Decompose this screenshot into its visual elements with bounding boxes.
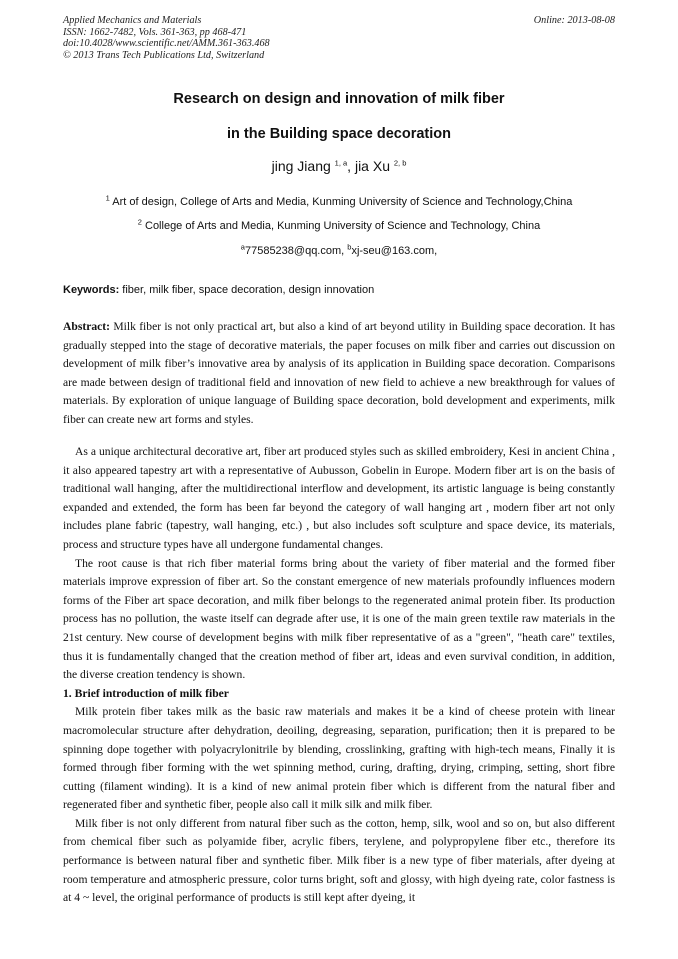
affiliation-2-text: College of Arts and Media, Kunming University of Science and Technology, China <box>145 220 541 232</box>
affiliation-2-number: 2 <box>137 217 142 227</box>
affiliation-1-text: Art of design, College of Arts and Media, Kunming University of Science and Technology,China <box>112 196 573 208</box>
paragraph-4: Milk fiber is not only different from natural fiber such as the cotton, hemp, silk, wool and so on, but also different from chemical fiber such as polyamide fiber, acrylic fibers, terylene, and polypropylene fiber etc., therefore its performance is between natural fiber and synthetic fiber. Milk fiber is a new type of fiber materials, after dyeing at room temperature and atmospheric pressure, color turns bright, soft and glossy, with high dyeing rate, color fastness is at 4 ~ level, the original performance of products is still kept after dyeing, it <box>63 816 615 905</box>
email-b[interactable]: xj-seu@163.com, <box>351 245 438 257</box>
paragraph-1: As a unique architectural decorative art, fiber art produced styles such as skilled embroidery, Kesi in ancient China , it also appeared tapestry art with a representative of Aubusson, Gobelin in Europe. Modern fiber art is on the basis of traditional wall hanging, after the multidirectional interflow and development, its artistic language is being constantly expanded and extended, the form has been far beyond the category of wall hanging art , modern fiber art not only includes plane fabric (tapestry, wall hanging, etc.) , but also includes soft sculpture and space device, its materials, process and structure types have all undergone fundamental changes. <box>63 445 615 551</box>
author-list <box>0 158 678 174</box>
abstract <box>63 318 615 430</box>
paragraph-3: Milk protein fiber takes milk as the basic raw materials and makes it be a kind of cheese protein with linear macromolecular structure after dehydration, deoiling, degreasing, separation, purification; then it is prepared to be spinning dope together with polyacrylonitrile by blending, crosslinking, grafting with high-tech means, Finally it is formed through fiber forming with the wet spinning method, curing, drafting, drying, crimping, setting, short fibre cutting (filament winding). It is a kind of new animal protein fiber which is different from the natural fiber and regenerated fiber and synthetic fiber, people also call it milk silk and milk fiber. <box>63 705 615 812</box>
email-a[interactable]: 77585238@qq.com, <box>244 245 348 257</box>
issn-line: ISSN: 1662-7482, Vols. 361-363, pp 468-471 <box>63 26 247 38</box>
paper-title-line-2: in the Building space decoration <box>227 126 451 142</box>
affiliation-1-number: 1 <box>105 193 110 203</box>
body-text <box>63 443 615 908</box>
doi-line: doi:10.4028/www.scientific.net/AMM.361-363.468 <box>63 38 270 50</box>
online-date: Online: 2013-08-08 <box>533 15 615 26</box>
author-1-name: jing Jiang <box>271 158 331 174</box>
affiliation-2 <box>0 217 678 232</box>
keywords <box>63 284 374 296</box>
email-a-mark: a <box>240 242 245 252</box>
copyright-line: © 2013 Trans Tech Publications Ltd, Switzerland <box>63 49 265 61</box>
author-separator: , <box>347 158 355 174</box>
journal-name: Applied Mechanics and Materials <box>63 15 202 26</box>
author-1-affiliation-mark: 1, a <box>334 158 348 168</box>
paper-title-line-1: Research on design and innovation of milk fiber <box>173 91 505 107</box>
email-b-mark: b <box>347 242 352 252</box>
paragraph-2: The root cause is that rich fiber material forms bring about the variety of fiber material and the formed fiber materials improve expression of fiber art. So the constant emergence of new materials profoundly influences modern forms of the Fiber art space decoration, and milk fiber belongs to the regenerated animal protein fiber. Its production process has no pollution, the waste itself can degrade after use, it is one of the main green textile raw materials in the 21st century. New course of development begins with milk fiber representative of as a "green", "heath care" textiles, thus it is fundamentally changed that the creation method of fiber art, ideas and even survival condition, in addition, the diverse creation tendency is shown. <box>63 556 615 682</box>
author-2-affiliation-mark: 2, b <box>393 158 407 168</box>
abstract-text: Milk fiber is not only practical art, but also a kind of art beyond utility in Building space decoration. It has gradually stepped into the stage of decorative materials, the paper focuses on milk fiber and carries out discussion on development of milk fiber’s innovative area by analysis of its application in Building space decoration. Comparisons are made between design of traditional field and innovation of new field to achieve a new breakthrough for values of materials. By exploration of unique language of Building space decoration, bold development and experiments, milk fiber can create new art forms and styles. <box>63 320 615 426</box>
author-2-name: jia Xu <box>354 158 390 174</box>
affiliation-1 <box>0 193 678 208</box>
abstract-label: Abstract: <box>63 320 111 333</box>
email-line <box>0 242 678 257</box>
journal-header <box>63 15 270 61</box>
keywords-label: Keywords: <box>63 284 120 296</box>
keywords-text: fiber, milk fiber, space decoration, design innovation <box>119 284 375 296</box>
section-heading-1: 1. Brief introduction of milk fiber <box>63 686 229 700</box>
